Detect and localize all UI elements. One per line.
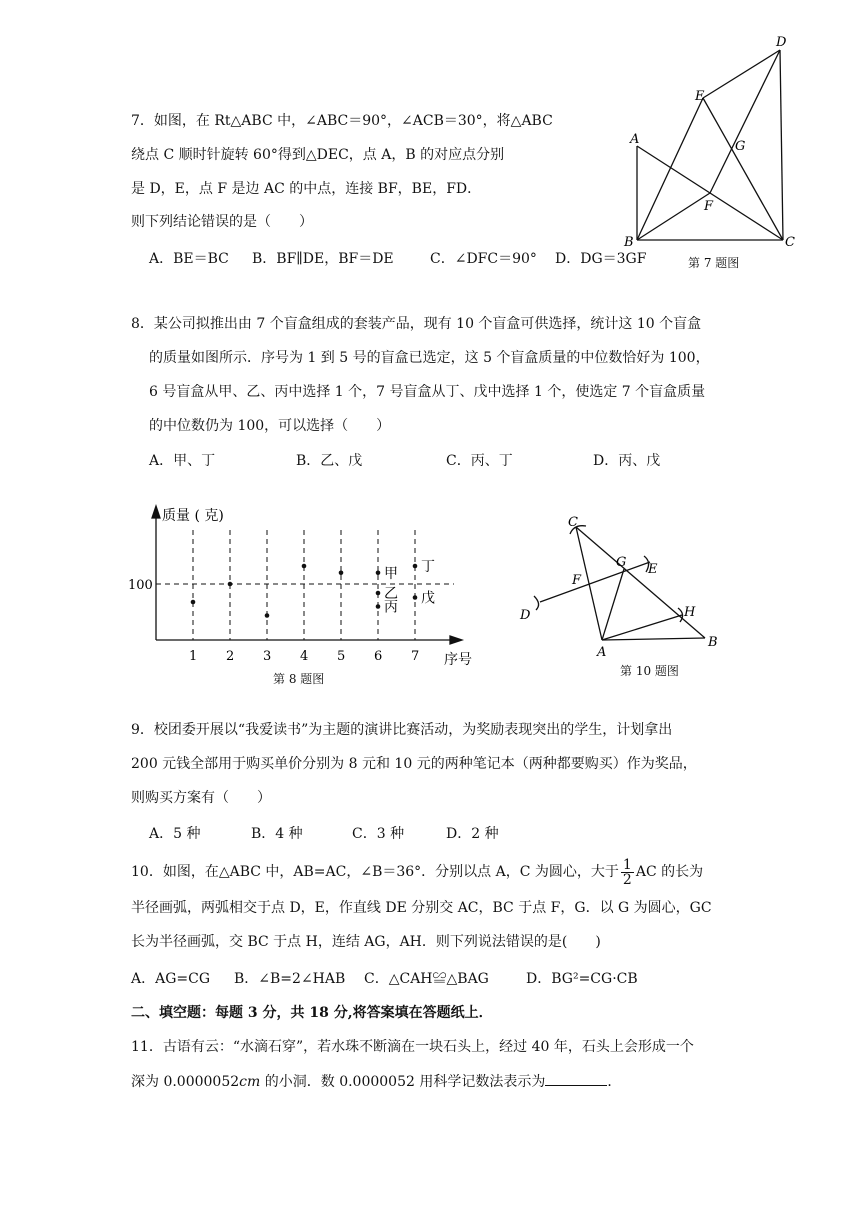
data-point-乙 [376, 591, 381, 596]
fraction-numerator: 1 [622, 856, 632, 873]
q7-option-a[interactable]: A．BE＝BC [149, 251, 229, 267]
q10-point-a: A [597, 645, 607, 658]
q11-line-2-text: 深为 0.0000052 [131, 1074, 240, 1090]
q7-point-b: B [624, 235, 634, 250]
q7-option-d[interactable]: D．DG＝3GF [555, 251, 647, 267]
q8-chart [118, 498, 488, 674]
q10-option-d[interactable]: D．BG²=CG·CB [526, 971, 638, 987]
q9-line-1: 9．校团委开展以“我爱读书”为主题的演讲比赛活动，为奖励表现突出的学生，计划拿出 [131, 722, 673, 738]
q8-line-4: 的中位数仍为 100，可以选择（ ） [149, 418, 391, 434]
x-axis-arrow [450, 636, 462, 644]
q10-option-c[interactable]: C．△CAH≌△BAG [364, 971, 489, 987]
q9-line-2: 200 元钱全部用于购买单价分别为 8 元和 10 元的两种笔记本（两种都要购买）作为奖品， [131, 756, 697, 772]
q7-point-d: D [776, 35, 787, 50]
q10-line-1 [131, 854, 703, 890]
q8-option-b[interactable]: B．乙、戊 [296, 453, 363, 469]
point-label-戊: 戊 [421, 590, 435, 607]
q7-point-g: G [735, 139, 746, 154]
y-axis-arrow [152, 506, 160, 518]
x-tick-4: 4 [300, 649, 309, 664]
q10-figure [512, 512, 732, 658]
x-tick-5: 5 [337, 649, 346, 664]
data-point-丙 [376, 604, 381, 609]
q10-line-3: 长为半径画弧，交 BC 于点 H，连结 AG，AH．则下列说法错误的是( ) [131, 934, 601, 950]
q8-line-1: 8．某公司拟推出由 7 个盲盒组成的套装产品，现有 10 个盲盒可供选择，统计这 10 个盲盒 [131, 316, 702, 332]
q11-line-2 [131, 1071, 621, 1092]
point-label-乙: 乙 [384, 586, 398, 602]
q8-line-2: 的质量如图所示．序号为 1 到 5 号的盲盒已选定，这 5 个盲盒质量的中位数恰好为 100， [149, 350, 710, 366]
q10-line-2: 半径画弧，两弧相交于点 D，E，作直线 DE 分别交 AC，BC 于点 F，G．以 G 为圆心，GC [131, 900, 712, 916]
q7-option-b[interactable]: B．BF∥DE，BF＝DE [252, 251, 394, 267]
q10-point-f: F [572, 573, 582, 588]
q7-point-f: F [704, 199, 714, 214]
data-point-甲 [376, 570, 381, 575]
q7-figure-caption: 第 7 题图 [688, 256, 740, 270]
data-point-box-1 [191, 600, 196, 605]
data-point-box-5 [339, 570, 344, 575]
q7-line-1: 7．如图，在 Rt△ABC 中，∠ABC＝90°，∠ACB＝30°，将△ABC [131, 113, 553, 129]
point-label-丁: 丁 [421, 559, 435, 575]
q9-option-b[interactable]: B．4 种 [251, 826, 303, 842]
q7-line-2: 绕点 C 顺时针旋转 60°得到△DEC，点 A，B 的对应点分别 [131, 147, 505, 163]
x-tick-2: 2 [226, 649, 235, 664]
point-label-丙: 丙 [384, 599, 398, 616]
x-tick-3: 3 [263, 649, 272, 664]
point-label-甲: 甲 [384, 565, 398, 582]
q7-option-c[interactable]: C．∠DFC＝90° [430, 251, 537, 267]
chart-xlabel: 序号 [444, 652, 472, 668]
q7-point-e: E [695, 89, 705, 104]
q9-option-a[interactable]: A．5 种 [149, 826, 201, 842]
half-fraction [621, 858, 634, 887]
section-2-heading: 二、填空题：每题 3 分，共 18 分,将答案填在答题纸上． [131, 1005, 493, 1021]
q8-option-c[interactable]: C．丙、丁 [446, 453, 513, 469]
q10-point-g: G [616, 555, 627, 570]
q7-line-4: 则下列结论错误的是（ ） [131, 214, 313, 230]
q8-option-d[interactable]: D．丙、戊 [593, 453, 661, 469]
x-tick-7: 7 [411, 649, 420, 664]
q9-option-c[interactable]: C．3 种 [352, 826, 405, 842]
q9-option-d[interactable]: D．2 种 [446, 826, 499, 842]
q11-line-2-middle: 的小洞．数 0.0000052 用科学记数法表示为 [260, 1074, 546, 1090]
q10-figure-caption: 第 10 题图 [620, 664, 679, 678]
q8-option-a[interactable]: A．甲、丁 [149, 453, 216, 469]
data-point-戊 [413, 595, 418, 600]
q8-line-3: 6 号盲盒从甲、乙、丙中选择 1 个，7 号盲盒从丁、戊中选择 1 个，使选定 7 个盲盒质量 [149, 384, 706, 400]
q10-point-h: H [684, 605, 696, 620]
answer-blank[interactable] [545, 1071, 607, 1086]
data-point-box-2 [228, 582, 233, 587]
data-point-box-4 [302, 564, 307, 569]
q10-option-b[interactable]: B．∠B=2∠HAB [234, 971, 346, 987]
unit-cm: cm [239, 1074, 261, 1090]
q7-figure [620, 30, 820, 252]
q10-point-e: E [648, 562, 658, 577]
q9-line-3: 则购买方案有（ ） [131, 790, 271, 806]
fraction-denominator: 2 [622, 871, 632, 888]
data-point-丁 [413, 564, 418, 569]
data-point-box-3 [265, 613, 270, 618]
q10-point-d: D [520, 608, 531, 623]
q10-option-a[interactable]: A．AG=CG [131, 971, 211, 987]
q11-line-2-end: ． [607, 1074, 622, 1090]
q11-line-1: 11．古语有云：“水滴石穿”，若水珠不断滴在一块石头上，经过 40 年，石头上会形成一个 [131, 1039, 694, 1055]
chart-ytick-100: 100 [128, 578, 153, 593]
q7-line-3: 是 D，E，点 F 是边 AC 的中点，连接 BF，BE，FD． [131, 181, 482, 197]
q10-line-1-end: AC 的长为 [635, 864, 704, 880]
x-tick-6: 6 [374, 649, 383, 664]
q8-figure-caption: 第 8 题图 [273, 672, 325, 686]
x-tick-1: 1 [189, 649, 198, 664]
chart-ylabel: 质量 ( 克) [162, 508, 224, 524]
q7-point-c: C [785, 235, 795, 250]
q10-line-1-text: 10．如图，在△ABC 中，AB=AC，∠B＝36°．分别以点 A，C 为圆心，大于 [131, 864, 619, 880]
q10-point-c: C [568, 515, 578, 530]
q10-point-b: B [708, 635, 718, 650]
q7-point-a: A [630, 132, 640, 147]
